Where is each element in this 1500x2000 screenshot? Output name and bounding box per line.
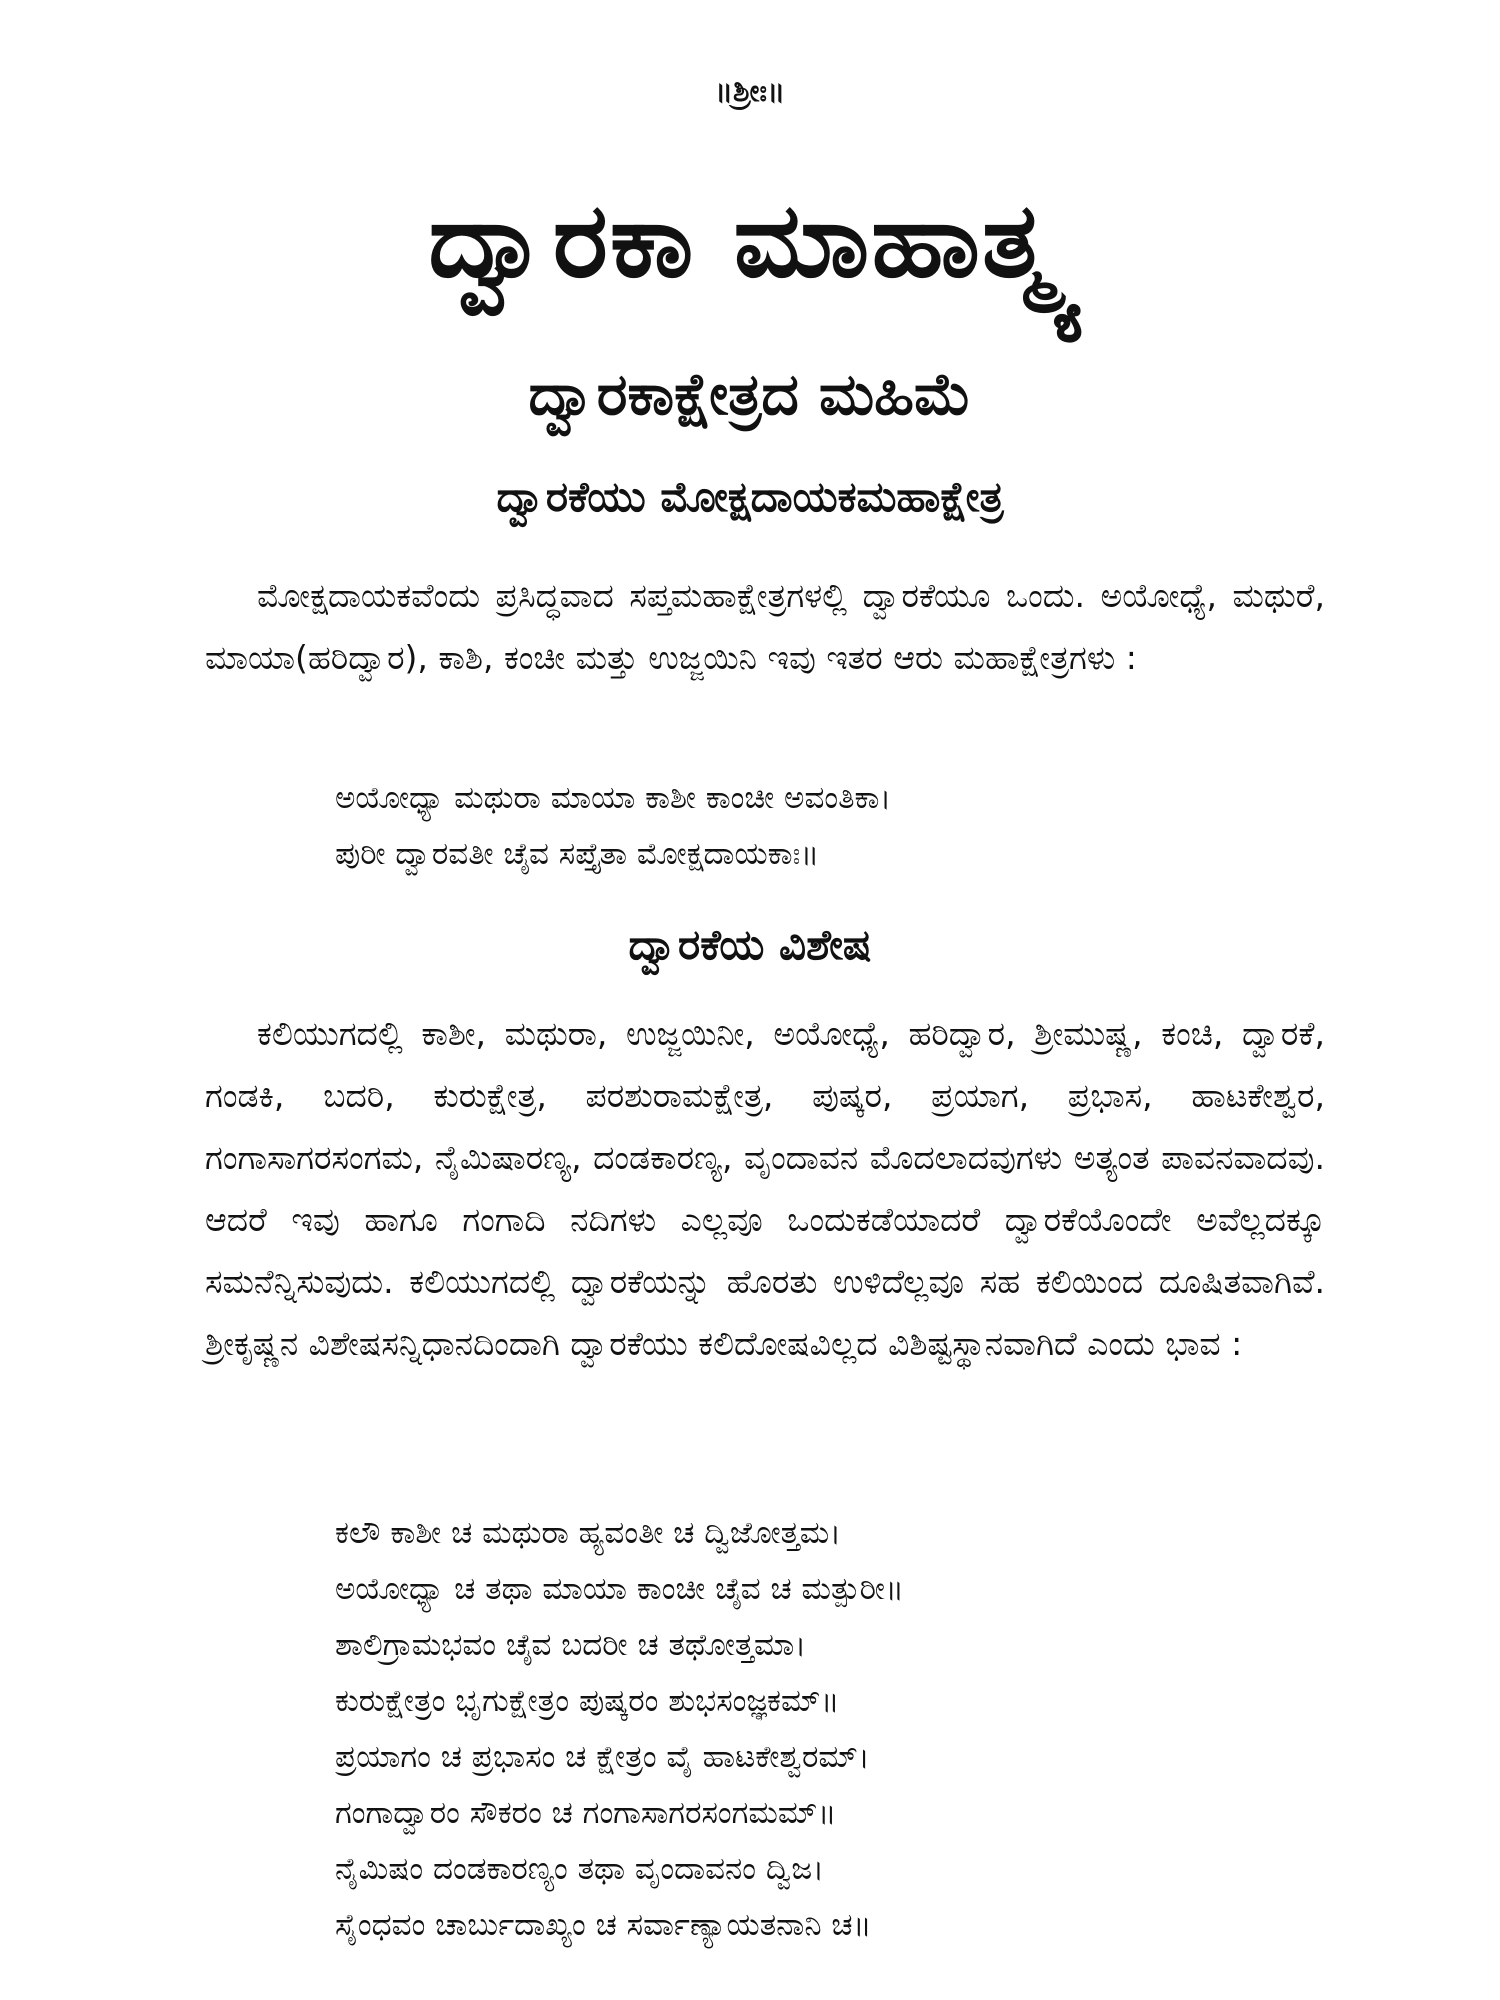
verse-line: ಶಾಲಿಗ್ರಾಮಭವಂ ಚೈವ ಬದರೀ ಚ ತಥೋತ್ತಮಾ।: [335, 1627, 807, 1663]
verse-line: ಅಯೋಧ್ಯಾ ಚ ತಥಾ ಮಾಯಾ ಕಾಂಚೀ ಚೈವ ಚ ಮತ್ಪುರೀ॥: [335, 1571, 904, 1607]
paragraph-moksha: [205, 565, 1325, 689]
verse-line: ಪ್ರಯಾಗಂ ಚ ಪ್ರಭಾಸಂ ಚ ಕ್ಷೇತ್ರಂ ವೈ ಹಾಟಕೇಶ್ವರಮ್।: [335, 1739, 870, 1775]
verse-line: ಸೈಂಧವಂ ಚಾರ್ಬುದಾಖ್ಯಂ ಚ ಸರ್ವಾಣ್ಯಾಯತನಾನಿ ಚ॥: [335, 1907, 872, 1943]
verse-block-vishesha: [335, 1505, 1235, 1953]
paragraph-text: ಕಲಿಯುಗದಲ್ಲಿ ಕಾಶೀ, ಮಥುರಾ, ಉಜ್ಜಯಿನೀ, ಅಯೋಧ್ಯೆ, ಹರಿದ್ವಾರ, ಶ್ರೀಮುಷ್ಣ, ಕಂಚಿ, ದ್ವಾರಕೆ, ಗಂಡಕಿ, ಬದರಿ, ಕುರುಕ್ಷೇತ್ರ, ಪರಶುರಾಮಕ್ಷೇತ್ರ, ಪುಷ್ಕರ, ಪ್ರಯಾಗ, ಪ್ರಭಾಸ, ಹಾಟಕೇಶ್ವರ, ಗಂಗಾಸಾಗರಸಂಗಮ, ನೈಮಿಷಾರಣ್ಯ, ದಂಡಕಾರಣ್ಯ, ವೃಂದಾವನ ಮೊದಲಾದವುಗಳು ಅತ್ಯಂತ ಪಾವನವಾದವು. ಆದರೆ ಇವು ಹಾಗೂ ಗಂಗಾದಿ ನದಿಗಳು ಎಲ್ಲವೂ ಒಂದುಕಡೆಯಾದರೆ ದ್ವಾರಕೆಯೊಂದೇ ಅವೆಲ್ಲದಕ್ಕೂ ಸಮನೆನ್ನಿಸುವುದು. ಕಲಿಯುಗದಲ್ಲಿ ದ್ವಾರಕೆಯನ್ನು ಹೊರತು ಉಳಿದೆಲ್ಲವೂ ಸಹ ಕಲಿಯಿಂದ ದೂಷಿತವಾಗಿವೆ. ಶ್ರೀಕೃಷ್ಣನ ವಿಶೇಷಸನ್ನಿಧಾನದಿಂದಾಗಿ ದ್ವಾರಕೆಯು ಕಲಿದೋಷವಿಲ್ಲದ ವಿಶಿಷ್ಟಸ್ಥಾನವಾಗಿದೆ ಎಂದು ಭಾವ :: [205, 1014, 1325, 1363]
invocation: ॥ಶ್ರೀಃ॥: [714, 74, 786, 109]
section-heading-vishesha: ದ್ವಾರಕೆಯ ವಿಶೇಷ: [628, 920, 872, 969]
paragraph-text: ಮೋಕ್ಷದಾಯಕವೆಂದು ಪ್ರಸಿದ್ಧವಾದ ಸಪ್ತಮಹಾಕ್ಷೇತ್ರಗಳಲ್ಲಿ ದ್ವಾರಕೆಯೂ ಒಂದು. ಅಯೋಧ್ಯೆ, ಮಥುರೆ, ಮಾಯಾ(ಹರಿದ್ವಾರ), ಕಾಶಿ, ಕಂಚೀ ಮತ್ತು ಉಜ್ಜಯಿನಿ ಇವು ಇತರ ಆರು ಮಹಾಕ್ಷೇತ್ರಗಳು :: [205, 576, 1325, 677]
section-heading-moksha: ದ್ವಾರಕೆಯು ಮೋಕ್ಷದಾಯಕಮಹಾಕ್ಷೇತ್ರ: [496, 472, 1004, 521]
verse-line: ಗಂಗಾದ್ವಾರಂ ಸೌಕರಂ ಚ ಗಂಗಾಸಾಗರಸಂಗಮಮ್॥: [335, 1795, 837, 1831]
page-title: ದ್ವಾರಕಾ ಮಾಹಾತ್ಮ್ಯ: [428, 179, 1072, 301]
verse-line: ಕಲೌ ಕಾಶೀ ಚ ಮಥುರಾ ಹ್ಯವಂತೀ ಚ ದ್ವಿಜೋತ್ತಮ।: [335, 1515, 841, 1551]
verse-line: ನೈಮಿಷಂ ದಂಡಕಾರಣ್ಯಂ ತಥಾ ವೃಂದಾವನಂ ದ್ವಿಜ।: [335, 1851, 825, 1887]
page-subtitle: ದ್ವಾರಕಾಕ್ಷೇತ್ರದ ಮಹಿಮೆ: [528, 360, 972, 428]
verse-line: ಕುರುಕ್ಷೇತ್ರಂ ಭೃಗುಕ್ಷೇತ್ರಂ ಪುಷ್ಕರಂ ಶುಭಸಂಜ್ಞಕಮ್॥: [335, 1683, 840, 1719]
verse-line: ಪುರೀ ದ್ವಾರವತೀ ಚೈವ ಸಪ್ತೈತಾ ಮೋಕ್ಷದಾಯಕಾಃ॥: [335, 836, 820, 872]
verse-line: ಅಯೋಧ್ಯಾ ಮಥುರಾ ಮಾಯಾ ಕಾಶೀ ಕಾಂಚೀ ಅವಂತಿಕಾ।: [335, 780, 892, 816]
paragraph-vishesha: [205, 1003, 1325, 1375]
verse-block-moksha: [335, 770, 1235, 882]
